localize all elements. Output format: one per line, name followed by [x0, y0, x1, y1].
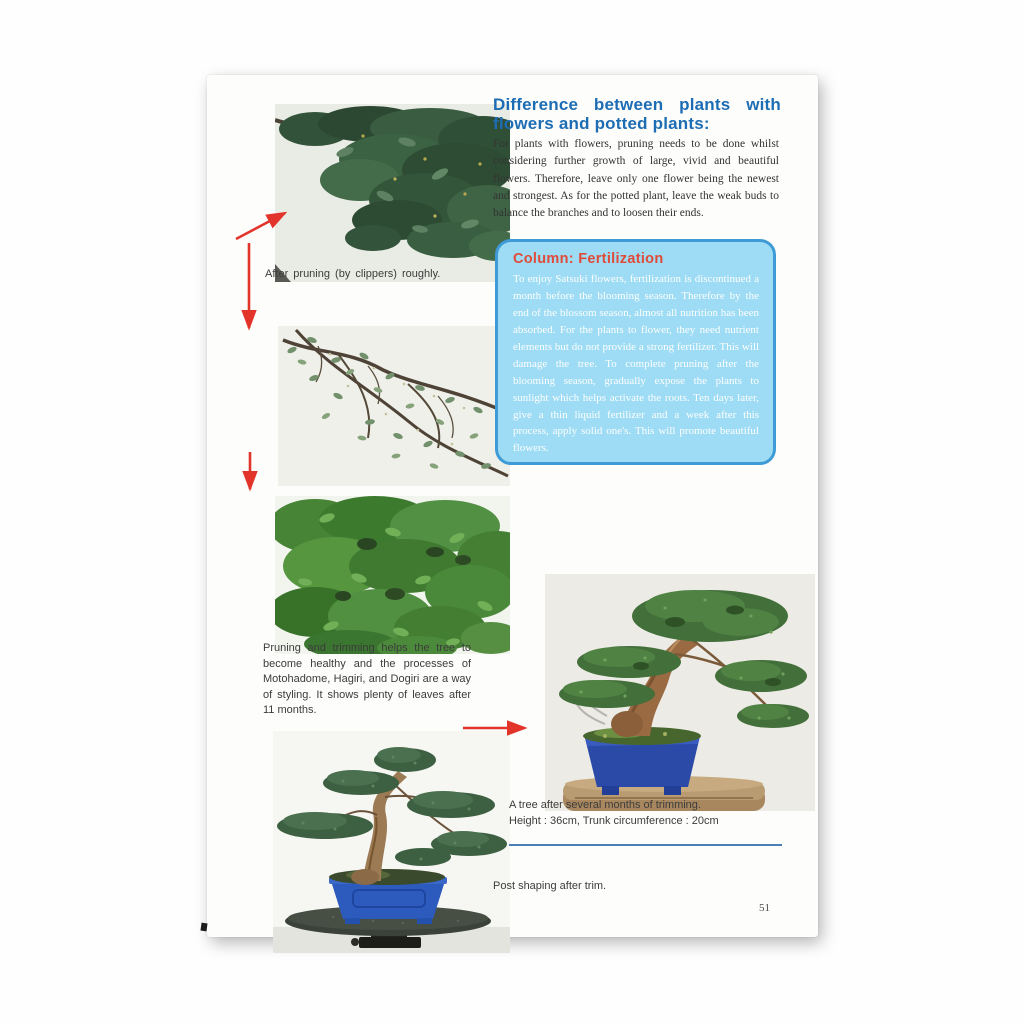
article-body: For plants with flowers, pruning needs to be done whilst considering further growth of large, vivid and beautiful flowers. Therefore, leave only one flower being the newest and strongest. As for the potted plant, leave the weak buds to balance the branches and to loosen their ends. [493, 138, 779, 219]
fertilization-column-box [495, 239, 776, 465]
caption-tree-after-line1: A tree after several months of trimming. [509, 799, 701, 811]
caption-pruning-trimming: Pruning and trimming helps the tree to become healthy and the processes of Motohadome, Hagiri, and Dogiri are a way of styling. It shows plenty of leaves after 11 months. [263, 642, 471, 717]
caption-tree-size-line2: Height : 36cm, Trunk circumference : 20cm [509, 814, 719, 827]
scan-artifact-speck [200, 923, 207, 932]
photo-sparse-branches [278, 326, 510, 486]
caption-after-pruning: After pruning (by clippers) roughly. [265, 268, 441, 280]
column-box-title: Column: Fertilization [513, 251, 664, 267]
article-heading: Difference between plants with flowers and potted plants: [493, 95, 781, 134]
caption-tree-after-trimming [509, 798, 784, 830]
photo-trimmed-bonsai [545, 574, 815, 811]
book-page [207, 75, 818, 937]
column-box-body: To enjoy Satsuki flowers, fertilization is discontinued a month before the blooming season. Therefore by the end of the blossom season, almost all nutrition has been absorbed. For the plants to flower, they need nutrient elements but do not provide a strong fertilizer. This will damage the tree. To complete pruning after the blooming season, gradually expose the plants to sunlight which helps activate the roots. Ten days later, give a thin liquid fertilizer and a week after this process, apply solid one's. This will promote beautiful flowers. [513, 273, 759, 455]
photo-bonsai-on-turntable [273, 731, 510, 953]
caption-post-shaping: Post shaping after trim. [493, 880, 607, 892]
section-divider-rule [509, 844, 782, 846]
photo-after-clipper-pruning [275, 104, 510, 282]
page-number: 51 [759, 902, 770, 914]
photo-regrown-foliage [275, 496, 510, 654]
